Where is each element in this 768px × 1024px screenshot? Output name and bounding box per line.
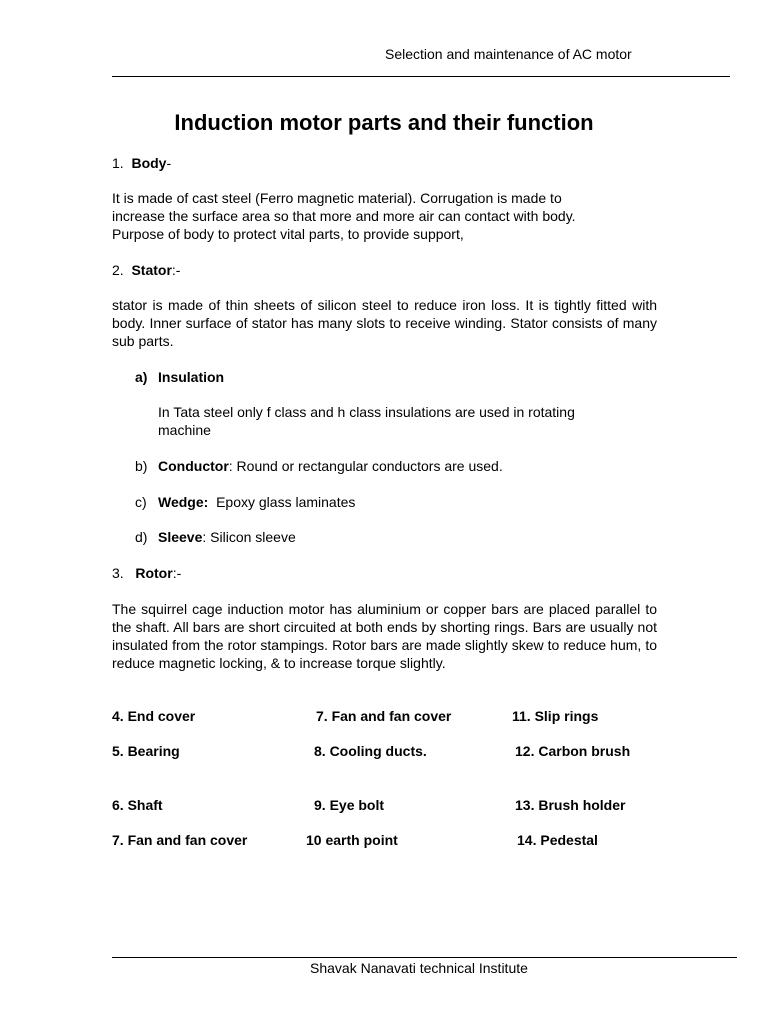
- list-item: 6. Shaft: [112, 797, 163, 813]
- section-suffix: -: [166, 155, 172, 171]
- section-number: 1.: [112, 155, 124, 171]
- list-item: 7. Fan and fan cover: [112, 832, 248, 848]
- footer-rule: [112, 957, 737, 958]
- section-number: 2.: [112, 262, 124, 278]
- list-item: 10 earth point: [306, 832, 398, 848]
- list-item: 13. Brush holder: [515, 797, 626, 813]
- section-number: 3.: [112, 565, 124, 581]
- list-item: 9. Eye bolt: [314, 797, 385, 813]
- section-suffix: :-: [172, 565, 182, 581]
- list-item: 4. End cover: [112, 708, 196, 724]
- subpart-sleeve: [158, 528, 296, 546]
- list-item: 7. Fan and fan cover: [316, 708, 452, 724]
- subpart-text: Epoxy glass laminates: [208, 494, 356, 510]
- subpart-text: : Round or rectangular conductors are used.: [228, 458, 503, 474]
- list-item: 11. Slip rings: [512, 708, 599, 724]
- subpart-label: b): [135, 458, 148, 474]
- section-rotor-heading: [112, 564, 181, 582]
- rotor-paragraph: The squirrel cage induction motor has aluminium or copper bars are placed parallel to the shaft. All bars are short circuited at both ends by shorting rings. Bars are usually not insulated from the rotor stampings. Rotor bars are made slightly skew to reduce hum, to reduce magnetic locking, & to increase torque slightly.: [112, 601, 657, 671]
- section-stator-heading: [112, 261, 180, 279]
- subpart-heading: Conductor: [158, 458, 229, 474]
- subpart-wedge: [158, 493, 355, 511]
- page-footer: Shavak Nanavati technical Institute: [310, 960, 528, 976]
- page-header: Selection and maintenance of AC motor: [385, 46, 632, 62]
- section-title: Body: [131, 155, 167, 171]
- subpart-label: c): [135, 494, 147, 510]
- subpart-conductor: [158, 457, 503, 475]
- subpart-insulation-heading: Insulation: [158, 369, 225, 385]
- section-body-heading: [112, 154, 171, 172]
- body-para-line: Purpose of body to protect vital parts, to provide support,: [112, 226, 464, 242]
- subpart-text: : Silicon sleeve: [202, 529, 296, 545]
- list-item: 12. Carbon brush: [515, 743, 631, 759]
- insulation-paragraph: In Tata steel only f class and h class insulations are used in rotating machine: [158, 404, 575, 438]
- list-item: 14. Pedestal: [517, 832, 598, 848]
- subpart-label: d): [135, 529, 148, 545]
- body-para-line: It is made of cast steel (Ferro magnetic material). Corrugation is made to: [112, 190, 562, 206]
- section-title: Stator: [131, 262, 172, 278]
- subpart-heading: Sleeve: [158, 529, 203, 545]
- subpart-heading: Wedge:: [158, 494, 209, 510]
- list-item: 8. Cooling ducts.: [314, 743, 427, 759]
- section-title: Rotor: [135, 565, 173, 581]
- list-item: 5. Bearing: [112, 743, 180, 759]
- header-rule: [112, 76, 730, 77]
- page-title: Induction motor parts and their function: [174, 110, 594, 135]
- stator-paragraph: stator is made of thin sheets of silicon steel to reduce iron loss. It is tightly fitted with body. Inner surface of stator has many slots to receive winding. Stator consists of many sub parts.: [112, 297, 657, 349]
- body-para-line: increase the surface area so that more and more air can contact with body.: [112, 208, 576, 224]
- section-suffix: :-: [171, 262, 181, 278]
- subpart-label: a): [135, 369, 148, 385]
